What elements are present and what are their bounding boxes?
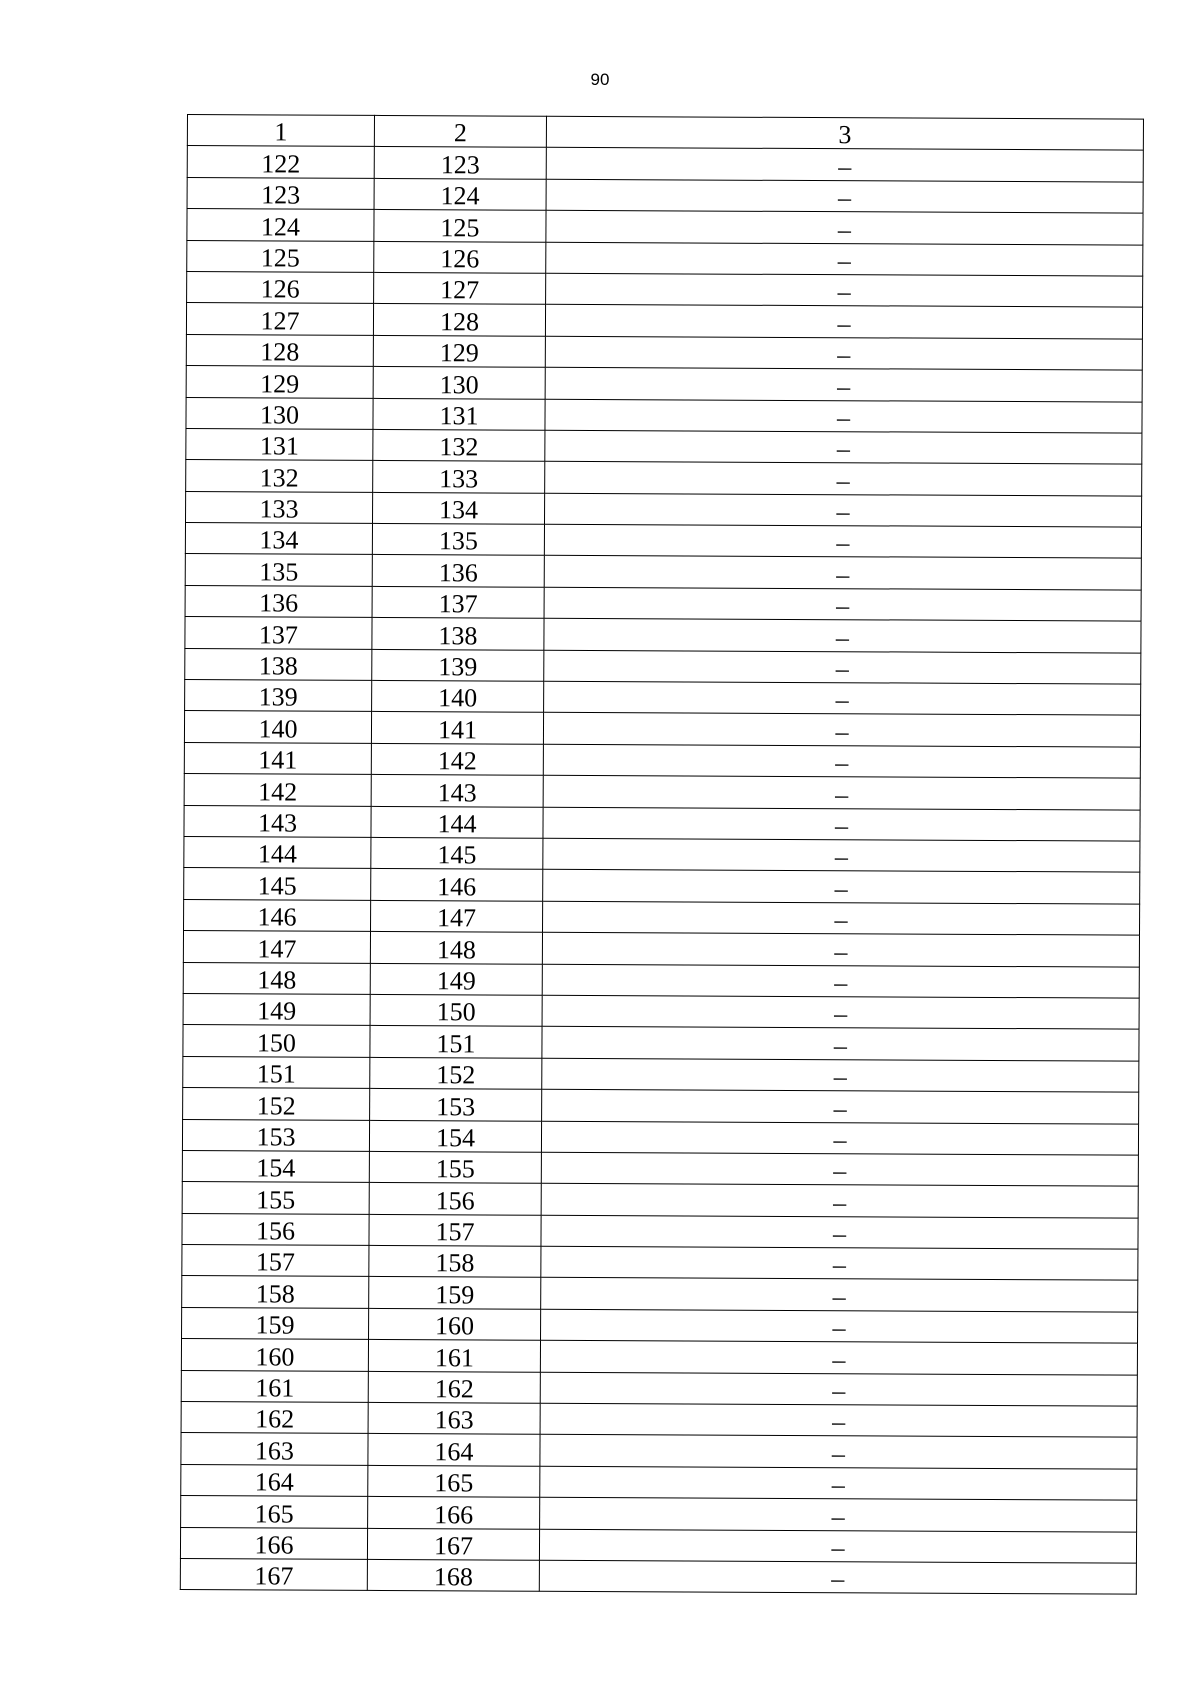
table-cell-col1: 150 <box>183 1025 370 1057</box>
table-cell-col3: – <box>540 1340 1137 1374</box>
table-row <box>182 1150 1138 1186</box>
table-cell-col1: 158 <box>182 1276 369 1308</box>
table-cell-col3: – <box>543 775 1140 809</box>
table-cell-col2: 163 <box>368 1402 540 1434</box>
table-cell-col3: – <box>544 681 1141 715</box>
table-cell-col1: 131 <box>186 428 373 460</box>
table-cell-col3: – <box>546 148 1143 182</box>
table-cell-col3: – <box>545 336 1142 370</box>
table-cell-col3: – <box>540 1372 1137 1406</box>
table-cell-col2: 162 <box>368 1371 540 1403</box>
table-cell-col2: 152 <box>370 1057 542 1089</box>
table-row <box>182 1245 1138 1281</box>
column-header-2: 2 <box>374 115 546 147</box>
table-cell-col2: 153 <box>370 1089 542 1121</box>
table-row <box>185 585 1141 621</box>
table-cell-col1: 152 <box>183 1088 370 1120</box>
table-cell-col1: 124 <box>187 209 374 241</box>
table-cell-col1: 134 <box>185 523 372 555</box>
table-cell-col1: 155 <box>182 1182 369 1214</box>
table-row <box>182 1119 1138 1155</box>
table-row <box>185 648 1141 684</box>
table-cell-col2: 155 <box>369 1151 541 1183</box>
table-cell-col2: 139 <box>372 649 544 681</box>
table-row <box>186 491 1142 527</box>
table-cell-col1: 163 <box>181 1433 368 1465</box>
table-cell-col1: 129 <box>186 366 373 398</box>
table-cell-col2: 150 <box>370 994 542 1026</box>
table-cell-col2: 123 <box>374 147 546 179</box>
table-row <box>187 177 1143 213</box>
table-cell-col3: – <box>546 273 1143 307</box>
table-cell-col3: – <box>543 807 1140 841</box>
table-cell-col1: 144 <box>184 836 371 868</box>
table-cell-col2: 137 <box>372 586 544 618</box>
table-cell-col1: 133 <box>186 491 373 523</box>
table-row <box>184 899 1140 935</box>
table-row <box>186 460 1142 496</box>
table-cell-col1: 160 <box>181 1339 368 1371</box>
table-cell-col2: 126 <box>374 241 546 273</box>
table-row <box>181 1402 1137 1438</box>
table-cell-col1: 143 <box>184 805 371 837</box>
table-cell-col1: 127 <box>186 303 373 335</box>
table-row <box>180 1558 1136 1594</box>
table-cell-col3: – <box>546 242 1143 276</box>
table-cell-col3: – <box>539 1529 1136 1563</box>
table-cell-col1: 154 <box>182 1150 369 1182</box>
table-cell-col2: 160 <box>369 1308 541 1340</box>
table-cell-col2: 138 <box>372 618 544 650</box>
table-cell-col2: 147 <box>371 900 543 932</box>
table-cell-col3: – <box>543 744 1140 778</box>
table-cell-col1: 141 <box>184 742 371 774</box>
table-cell-col2: 149 <box>370 963 542 995</box>
table-cell-col1: 164 <box>181 1464 368 1496</box>
table-cell-col1: 137 <box>185 617 372 649</box>
table-cell-col3: – <box>540 1497 1137 1531</box>
table-body <box>180 115 1143 1595</box>
table-cell-col3: – <box>543 901 1140 935</box>
table-cell-col3: – <box>541 1184 1138 1218</box>
table-cell-col3: – <box>545 399 1142 433</box>
table-cell-col3: – <box>541 1278 1138 1312</box>
table-cell-col1: 149 <box>183 993 370 1025</box>
table-cell-col2: 165 <box>368 1465 540 1497</box>
table-row <box>187 240 1143 276</box>
table-cell-col2: 136 <box>372 555 544 587</box>
table-cell-col3: – <box>545 305 1142 339</box>
table-header-row <box>187 115 1143 151</box>
table-cell-col3: – <box>542 964 1139 998</box>
table-row <box>183 1056 1139 1092</box>
table-cell-col3: – <box>541 1121 1138 1155</box>
table-row <box>187 271 1143 307</box>
table-cell-col2: 132 <box>373 429 545 461</box>
table-cell-col3: – <box>540 1435 1137 1469</box>
table-cell-col2: 135 <box>372 523 544 555</box>
table-cell-col3: – <box>542 932 1139 966</box>
table-cell-col3: – <box>545 462 1142 496</box>
table-cell-col2: 159 <box>369 1277 541 1309</box>
table-cell-col2: 146 <box>371 869 543 901</box>
table-cell-col1: 146 <box>184 899 371 931</box>
table-row <box>183 993 1139 1029</box>
table-cell-col3: – <box>543 838 1140 872</box>
table-row <box>187 209 1143 245</box>
table-cell-col3: – <box>544 587 1141 621</box>
table-cell-col1: 151 <box>183 1056 370 1088</box>
table-cell-col3: – <box>544 493 1141 527</box>
table-row <box>186 428 1142 464</box>
table-cell-col2: 130 <box>373 367 545 399</box>
table-row <box>182 1182 1138 1218</box>
table-cell-col1: 140 <box>184 711 371 743</box>
table-cell-col2: 129 <box>373 335 545 367</box>
table-cell-col1: 148 <box>183 962 370 994</box>
table-row <box>185 554 1141 590</box>
table-row <box>183 1025 1139 1061</box>
table-cell-col1: 132 <box>186 460 373 492</box>
table-cell-col3: – <box>541 1152 1138 1186</box>
column-header-3: 3 <box>546 116 1143 150</box>
table-cell-col1: 142 <box>184 774 371 806</box>
table-cell-col2: 144 <box>371 806 543 838</box>
table-row <box>182 1213 1138 1249</box>
table-cell-col3: – <box>540 1403 1137 1437</box>
table-row <box>185 680 1141 716</box>
table-row <box>181 1370 1137 1406</box>
table-cell-col2: 128 <box>373 304 545 336</box>
table-cell-col2: 156 <box>369 1183 541 1215</box>
table-cell-col3: – <box>542 1089 1139 1123</box>
table-cell-col1: 130 <box>186 397 373 429</box>
table-cell-col3: – <box>542 1058 1139 1092</box>
table-cell-col1: 147 <box>183 931 370 963</box>
table-cell-col3: – <box>539 1560 1136 1594</box>
table-cell-col3: – <box>544 619 1141 653</box>
table-cell-col1: 153 <box>182 1119 369 1151</box>
table-cell-col2: 134 <box>373 492 545 524</box>
column-header-1: 1 <box>187 115 374 147</box>
table-cell-col2: 151 <box>370 1026 542 1058</box>
table-cell-col1: 161 <box>181 1370 368 1402</box>
table-row <box>183 931 1139 967</box>
table-cell-col3: – <box>541 1215 1138 1249</box>
table-cell-col1: 165 <box>181 1496 368 1528</box>
table-cell-col1: 128 <box>186 334 373 366</box>
table-cell-col3: – <box>542 1027 1139 1061</box>
table-row <box>185 617 1141 653</box>
table-row <box>181 1433 1137 1469</box>
table-cell-col1: 159 <box>182 1307 369 1339</box>
table-cell-col2: 143 <box>371 775 543 807</box>
table-cell-col2: 168 <box>367 1559 539 1591</box>
table-cell-col3: – <box>544 556 1141 590</box>
table-cell-col3: – <box>543 870 1140 904</box>
table-cell-col2: 145 <box>371 837 543 869</box>
table-cell-col2: 164 <box>368 1434 540 1466</box>
table-cell-col2: 124 <box>374 178 546 210</box>
table-row <box>183 1088 1139 1124</box>
table-cell-col1: 167 <box>180 1558 367 1590</box>
table-cell-col1: 126 <box>187 271 374 303</box>
table-row <box>184 868 1140 904</box>
page-number: 90 <box>590 70 610 89</box>
table-cell-col1: 122 <box>187 146 374 178</box>
table-row <box>180 1527 1136 1563</box>
table-cell-col2: 167 <box>367 1528 539 1560</box>
table-cell-col3: – <box>545 367 1142 401</box>
table-cell-col1: 138 <box>185 648 372 680</box>
table-row <box>184 836 1140 872</box>
table-row <box>182 1307 1138 1343</box>
table-cell-col2: 158 <box>369 1245 541 1277</box>
table-cell-col1: 157 <box>182 1245 369 1277</box>
table-row <box>186 303 1142 339</box>
table-cell-col2: 154 <box>369 1120 541 1152</box>
table-cell-col1: 166 <box>180 1527 367 1559</box>
table-cell-col3: – <box>540 1466 1137 1500</box>
table-row <box>181 1464 1137 1500</box>
table-cell-col2: 140 <box>372 680 544 712</box>
table-row <box>184 805 1140 841</box>
table-cell-col3: – <box>544 650 1141 684</box>
table-cell-col1: 136 <box>185 585 372 617</box>
table-row <box>182 1276 1138 1312</box>
table-row <box>187 146 1143 182</box>
table-cell-col1: 162 <box>181 1402 368 1434</box>
table-row <box>181 1496 1137 1532</box>
table-row <box>186 366 1142 402</box>
table-cell-col1: 139 <box>185 680 372 712</box>
table-cell-col3: – <box>545 430 1142 464</box>
table-cell-col2: 141 <box>371 712 543 744</box>
table-cell-col1: 156 <box>182 1213 369 1245</box>
table-cell-col2: 142 <box>371 743 543 775</box>
table-cell-col2: 161 <box>368 1340 540 1372</box>
table-cell-col3: – <box>541 1309 1138 1343</box>
table-cell-col2: 133 <box>373 461 545 493</box>
table-cell-col2: 125 <box>374 210 546 242</box>
table-cell-col3: – <box>544 524 1141 558</box>
table-cell-col3: – <box>543 713 1140 747</box>
data-table <box>180 114 1144 1595</box>
table-cell-col1: 135 <box>185 554 372 586</box>
table-row <box>184 711 1140 747</box>
table-cell-col3: – <box>541 1246 1138 1280</box>
table-row <box>181 1339 1137 1375</box>
table-cell-col2: 148 <box>370 932 542 964</box>
table-cell-col1: 125 <box>187 240 374 272</box>
table-cell-col2: 166 <box>368 1497 540 1529</box>
table-cell-col2: 131 <box>373 398 545 430</box>
table-cell-col3: – <box>546 179 1143 213</box>
table-row <box>184 742 1140 778</box>
table-cell-col2: 127 <box>374 272 546 304</box>
table-cell-col1: 145 <box>184 868 371 900</box>
table-row <box>185 523 1141 559</box>
table-cell-col2: 157 <box>369 1214 541 1246</box>
table-row <box>186 397 1142 433</box>
table-cell-col3: – <box>542 995 1139 1029</box>
table-row <box>183 962 1139 998</box>
table-cell-col3: – <box>546 210 1143 244</box>
table-cell-col1: 123 <box>187 177 374 209</box>
table-row <box>186 334 1142 370</box>
table-row <box>184 774 1140 810</box>
